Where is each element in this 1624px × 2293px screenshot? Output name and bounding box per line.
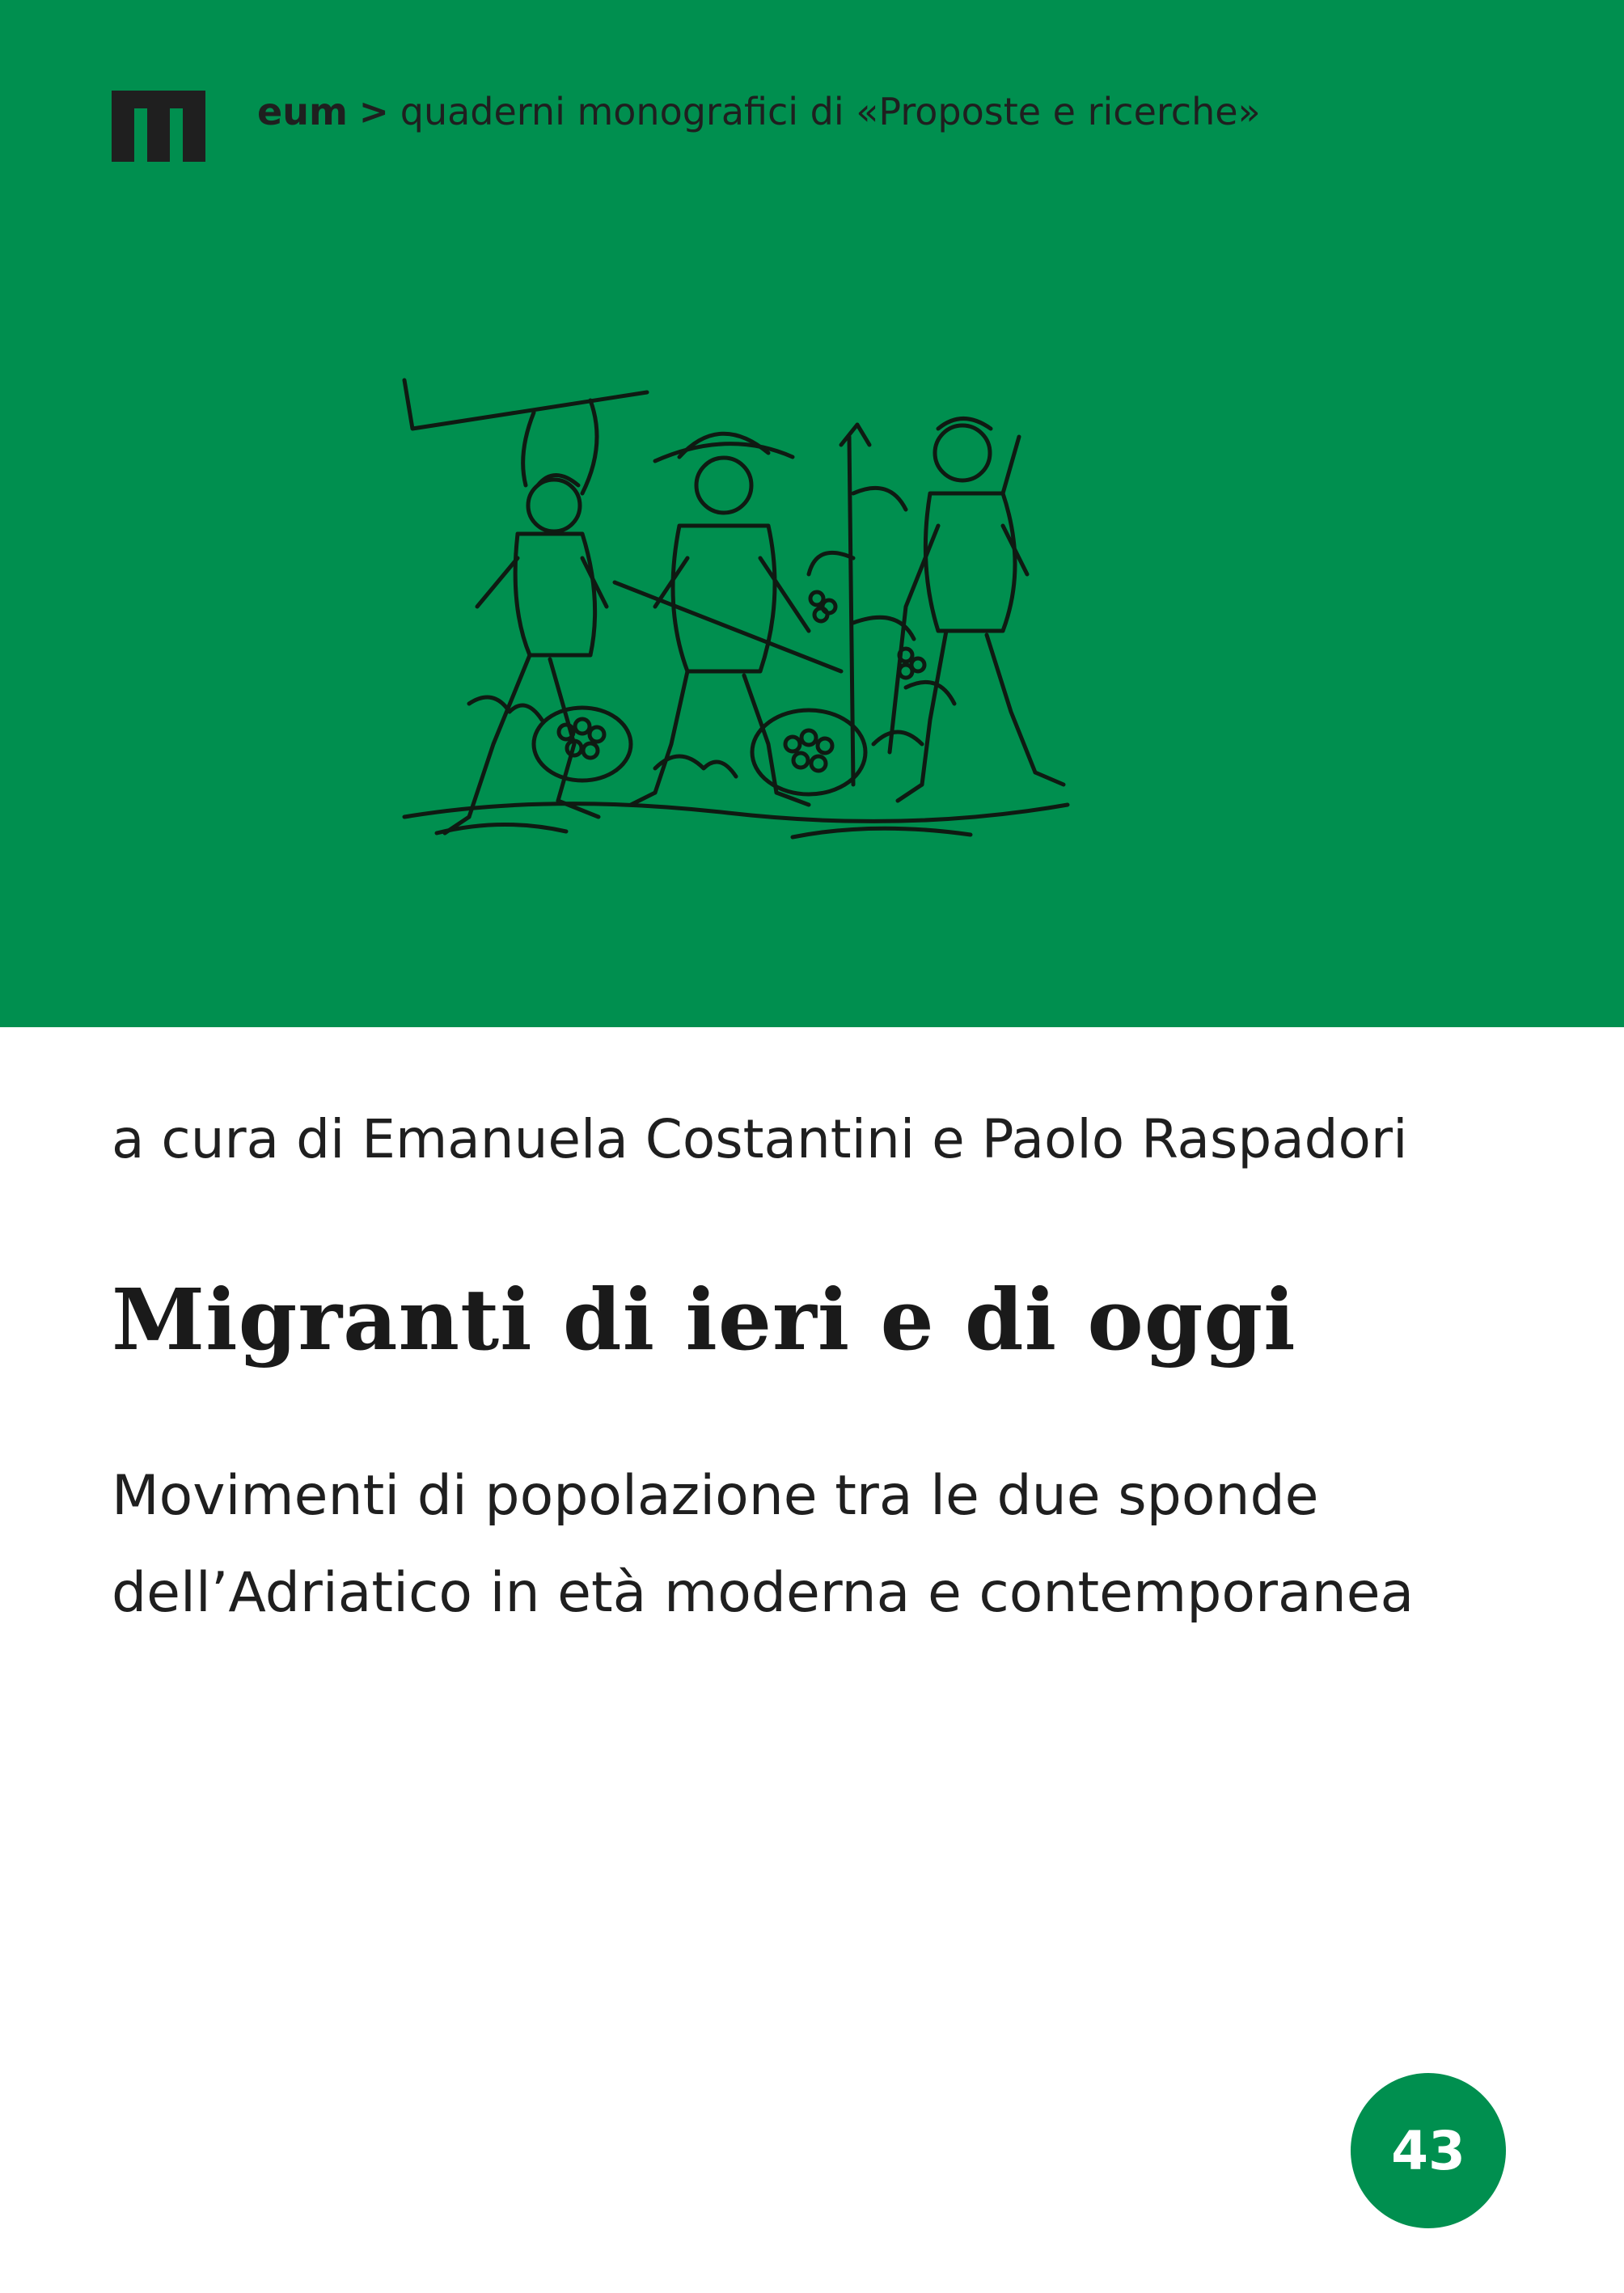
chevron-right-icon: > — [358, 91, 389, 133]
series-line — [257, 87, 1261, 136]
book-title: Migranti di ieri e di oggi — [112, 1270, 1296, 1369]
woodcut-peasants-vineyard-illustration — [388, 364, 1084, 849]
book-subtitle — [112, 1448, 1535, 1642]
subtitle-line-2: dell’Adriatico in età moderna e contemporanea — [112, 1561, 1415, 1625]
publisher-name: eum — [257, 90, 348, 133]
volume-number-badge: 43 — [1351, 2073, 1506, 2228]
eum-m-logo-icon — [112, 91, 205, 162]
editors-line: a cura di Emanuela Costantini e Paolo Raspadori — [112, 1108, 1408, 1170]
series-name: quaderni monografici di «Proposte e ricerche» — [400, 90, 1261, 133]
subtitle-line-1: Movimenti di popolazione tra le due sponde — [112, 1464, 1319, 1528]
